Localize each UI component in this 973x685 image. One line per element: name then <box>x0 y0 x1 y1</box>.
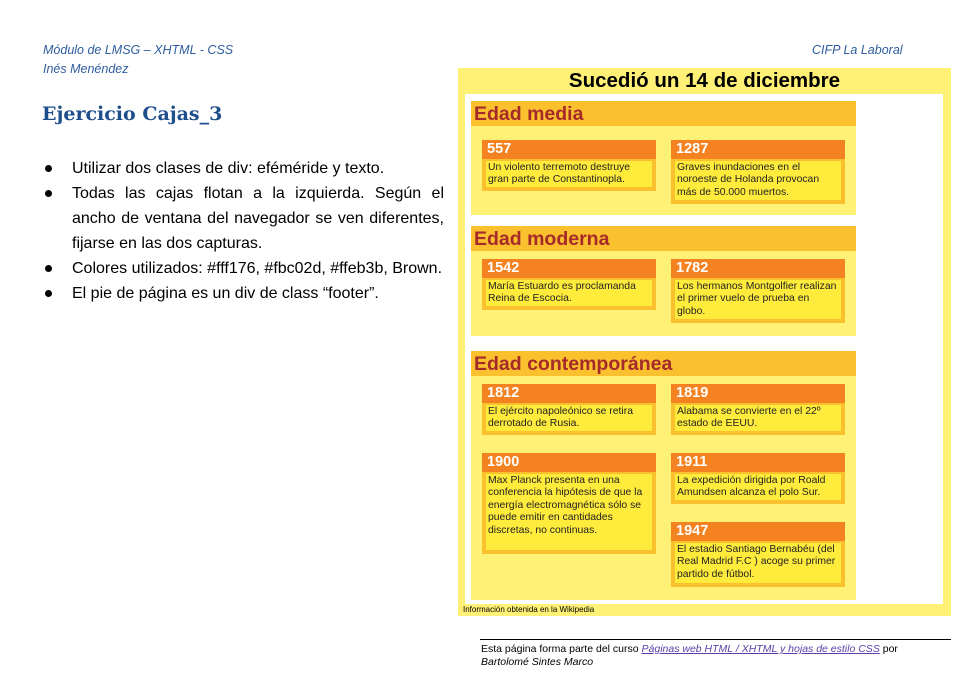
efemeride-year: 1900 <box>482 453 656 472</box>
efemeride-year: 1911 <box>671 453 845 472</box>
efemeride-year: 1947 <box>671 522 845 541</box>
efemeride-box <box>671 384 845 435</box>
era-title: Edad media <box>474 103 584 125</box>
era-body <box>471 251 856 336</box>
efemeride-text: El ejército napoleónico se retira derrotado de Rusia. <box>486 405 652 431</box>
instruction-item: Utilizar dos clases de div: eféméride y texto. <box>42 156 444 181</box>
footer-author: Bartolomé Sintes Marco <box>481 656 594 668</box>
efemeride-year: 557 <box>482 140 656 159</box>
efemeride-text: Los hermanos Montgolfier realizan el primer vuelo de prueba en globo. <box>675 280 841 319</box>
efemeride-year: 1782 <box>671 259 845 278</box>
header-author: Inés Menéndez <box>43 62 129 76</box>
efemeride-box <box>671 453 845 504</box>
era-box-media <box>471 101 856 215</box>
screenshot-content <box>465 94 943 604</box>
era-box-contemporanea <box>471 351 856 600</box>
efemeride-year: 1812 <box>482 384 656 403</box>
efemeride-box <box>671 522 845 587</box>
footer-prefix: Esta página forma parte del curso <box>481 643 642 655</box>
efemeride-text: Graves inundaciones en el noroeste de Holanda provocan más de 50.000 muertos. <box>675 161 841 200</box>
header-school: CIFP La Laboral <box>812 43 903 57</box>
efemeride-text: Un violento terremoto destruye gran parte de Constantinopla. <box>486 161 652 187</box>
efemeride-text: María Estuardo es proclamanda Reina de Escocia. <box>486 280 652 306</box>
era-box-moderna <box>471 226 856 336</box>
wikipedia-note: Información obtenida en la Wikipedia <box>463 605 595 614</box>
efemeride-box <box>482 259 656 310</box>
efemeride-box <box>482 140 656 191</box>
era-title: Edad contemporánea <box>474 353 673 375</box>
era-body <box>471 376 856 600</box>
instruction-item: Colores utilizados: #fff176, #fbc02d, #ffeb3b, Brown. <box>42 256 444 281</box>
instruction-item: Todas las cajas flotan a la izquierda. Según el ancho de ventana del navegador se ven diferentes, fijarse en las dos capturas. <box>42 181 444 256</box>
instruction-item: El pie de página es un div de class “footer”. <box>42 281 444 306</box>
example-screenshot <box>458 68 951 616</box>
footer-suffix: por <box>879 643 898 655</box>
header-course: Módulo de LMSG – XHTML - CSS <box>43 43 234 57</box>
efemeride-year: 1287 <box>671 140 845 159</box>
efemeride-text: El estadio Santiago Bernabéu (del Real Madrid F.C ) acoge su primer partido de fútbol. <box>675 543 841 583</box>
efemeride-text: Max Planck presenta en una conferencia la hipótesis de que la energía electromagnética sólo se puede emitir en cantidades discretas, no continuas. <box>486 474 652 550</box>
footer-divider <box>480 639 951 640</box>
era-body <box>471 126 856 215</box>
efemeride-box <box>671 259 845 323</box>
efemeride-box <box>482 384 656 435</box>
efemeride-year: 1542 <box>482 259 656 278</box>
course-link[interactable]: Páginas web HTML / XHTML y hojas de estilo CSS <box>641 643 880 655</box>
footer <box>481 643 946 669</box>
screenshot-title: Sucedió un 14 de diciembre <box>568 69 841 92</box>
efemeride-box <box>671 140 845 204</box>
era-title: Edad moderna <box>474 228 610 250</box>
efemeride-year: 1819 <box>671 384 845 403</box>
efemeride-box <box>482 453 656 554</box>
instruction-list <box>42 156 444 306</box>
exercise-title: Ejercicio Cajas_3 <box>42 103 223 125</box>
efemeride-text: La expedición dirigida por Roald Amundsen alcanza el polo Sur. <box>675 474 841 500</box>
efemeride-text: Alabama se convierte en el 22º estado de EEUU. <box>675 405 841 431</box>
